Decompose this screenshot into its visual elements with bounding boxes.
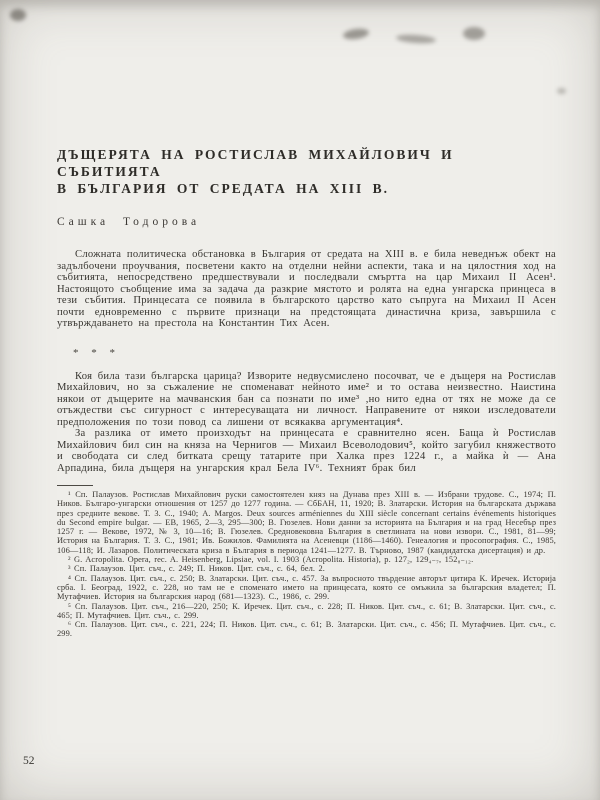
article-title-line-1: ДЪЩЕРЯТА НА РОСТИСЛАВ МИХАЙЛОВИЧ И СЪБИТИЯТА [57,147,454,179]
footnotes-block [57,490,556,639]
scan-artifact [463,27,485,40]
footnote-1: ¹ Сп. Палаузов. Ростислав Михайлович руски самостоятелен княз на Дунава през XIII в. — Избрани трудове. С., 1974; П. Ников. Българо-унгарски отношения от 1257 до 1277 година. — СбБАН, 11, 1920; В. Златарски. История на българската държава през средните векове. Т. 3. С., 1940; A. Margos. Deux sources arméniennes du XIII siècle concernant certains événements historiques du Second empire bulgar. — EB, 1965, 2—3, 295—300; В. Гюзелев. Нови данни за историята на България и на град Несебър през 1257 г. — Векове, 1972, № 3, 10—16; В. Гюзелев. Средновековна България в светлината на нови извори. С., 1981, 81—99; История на България. Т. 3. С., 1981; Ив. Божилов. Фамилията на Асеневци (1186—1460). Генеалогия и просопография. С., 1985, 106—118; И. Лазаров. Политическата криза в България в периода 1241—1277. В. Търново, 1987 (кандидатска дисертация) и др. [57,490,556,555]
footnote-6: ⁶ Сп. Палаузов. Цит. съч., с. 221, 224; П. Ников. Цит. съч., с. 61; В. Златарски. Цит. съч., с. 456; П. Мутафчиев. Цит. съч., с. 299. [57,620,556,639]
paragraph-origin: За разлика от името произходът на принцесата е сравнително ясен. Баща ѝ Ростислав Михайлович бил син на княза на Чернигов — Михаил Всеволодович⁵, който загубил княжеството и свободата си след битката срещу татарите при Халка през 1224 г., а майка ѝ — Ана Арпадина, била дъщеря на унгарския крал Бела IV⁶. Техният брак бил [57,428,556,474]
scan-artifact [557,88,566,94]
paragraph-question: Коя била тази българска царица? Изворите недвусмислено посочват, че е дъщеря на Ростислав Михайлович, но за съжаление не споменават нейното име² и то остава неизвестно. Наистина някои от дъщерите на мачванския бан са познати по име³ ,но нито една от тях не може да се отъждестви със сигурност с интересуващата ни личност. Направените от някои изследователи предположения по този повод са лишени от всякаква аргументация⁴. [57,370,556,428]
article-title-line-2: В БЪЛГАРИЯ ОТ СРЕДАТА НА XIII В. [57,181,389,196]
footnote-2: ² G. Acropolita. Opera, rec. A. Heisenberg, Lipsiae, vol. I. 1903 (Acropolita. Historia), p. 127₂, 129₄₋₇, 152₈₋₁₂. [68,555,474,565]
footnote-5: ⁵ Сп. Палаузов. Цит. съч., 216—220, 250; К. Иречек. Цит. съч., с. 228; П. Ников. Цит. съч., с. 61; В. Златарски. Цит. съч., с. 465; П. Мутафчиев. Цит. съч., с. 299. [57,601,556,620]
section-break: * * * [73,346,120,359]
article-body [57,146,556,639]
scan-artifact [10,9,26,21]
footnote-separator [57,485,93,486]
footnote-4: ⁴ Сп. Палаузов. Цит. съч., с. 250; В. Златарски. Цит. съч., с. 457. За въпросното твърдение авторът цитира К. Иречек. Историја срба. I. Београд, 1922, с. 228, но там не е споменато името на принцесата, която се омъжила за българския владетел; П. Мутафчиев. История на българския народ (681—1323). С., 1986, с. 299. [57,573,556,602]
footnote-3: ³ Сп. Палаузов. Цит. съч., с. 249; П. Ников. Цит. съч., с. 64, бел. 2. [68,564,325,574]
scan-artifact [342,27,369,41]
author-name: Сашка Тодорова [57,216,201,228]
paragraph-intro: Сложната политическа обстановка в България от средата на XIII в. е била неведнъж обект на задълбочени проучвания, посветени както на отделни нейни аспекти, така и на цялостния ход на събитията, непосредствено предшествували и последвали смъртта на цар Михаил II Асен¹. Настоящото съобщение има за задача да разкрие мястото и ролята на една унгарска принцеса в тези събития. Принцесата се появила в българското царство като съпруга на Михаил II Асен почти едновременно с първите признаци на предстоящата династична криза, завършила с утвърждаването на престола на Константин Тих Асен. [57,249,556,329]
article-title [57,146,556,197]
scan-artifact [396,34,436,45]
page-number: 52 [23,755,35,767]
